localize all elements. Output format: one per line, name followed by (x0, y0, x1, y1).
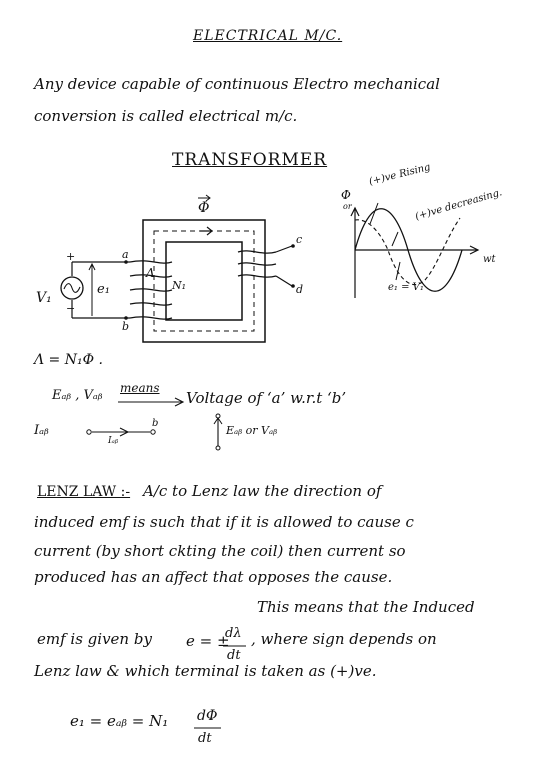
source-label: V₁ (36, 290, 52, 306)
terminal-a: a (122, 248, 129, 261)
flux-label: Φ (198, 200, 210, 216)
flux-path (154, 231, 254, 331)
winding-label: N₁ (172, 279, 187, 292)
lenz-line-1: A/c to Lenz law the direction of (143, 482, 382, 500)
lenz-line-6b: e = ± (186, 632, 230, 650)
lenz-line-3: current (by short ckting the coil) then current so (34, 542, 406, 560)
emf-label: e₁ (97, 282, 110, 297)
eab-or-vab-label: Eₐᵦ or Vₐᵦ (226, 424, 278, 437)
decreasing-annotation: (+)ve decreasing. (414, 187, 504, 223)
emf-equals-v-label: e₁ = V₁ (388, 282, 424, 293)
lenz-title: LENZ LAW :- (37, 484, 131, 500)
lenz-line-6c: , where sign depends on (251, 630, 437, 648)
definition-line-2: conversion is called electrical m/c. (34, 107, 298, 125)
terminal-c: c (296, 233, 303, 246)
lenz-frac-den: dt (227, 648, 241, 663)
means-label: means (120, 381, 160, 395)
wave-y-label-or: or (343, 202, 352, 211)
wave-x-label: wt (483, 254, 496, 265)
plus-sign: + (66, 250, 76, 263)
voltage-of-a-wrt-b: Voltage of ‘a’ w.r.t ‘b’ (186, 389, 347, 407)
secondary-coil (238, 251, 276, 277)
rising-annotation: (+)ve Rising (368, 161, 432, 188)
lenz-line-6a: emf is given by (37, 630, 152, 648)
iab-label: Iₐᵦ (34, 423, 49, 438)
lenz-line-5: This means that the Induced (257, 598, 475, 616)
lenz-line-2: induced emf is such that if it is allowed to cause c (34, 513, 414, 531)
transformer-core-outer (143, 220, 265, 342)
final-frac-den: dt (198, 731, 212, 746)
definition-line-1: Any device capable of continuous Electro mechanical (34, 75, 440, 93)
lambda-equation: Λ = N₁Φ . (34, 352, 103, 368)
terminal-b: b (122, 320, 130, 333)
minus-sign: − (66, 302, 76, 315)
lenz-frac-num: dλ (225, 626, 242, 641)
page-heading: ELECTRICAL M/C. (193, 28, 343, 44)
lambda-label: Λ (146, 266, 155, 280)
flux-arrow-icon (200, 227, 212, 235)
final-equation-lhs: e₁ = eₐᵦ = N₁ (70, 712, 169, 730)
lenz-line-4: produced has an affect that opposes the cause. (34, 568, 393, 586)
node-b-label: b (152, 418, 159, 429)
emf-wave (355, 218, 460, 285)
wave-y-label-phi: Φ (341, 188, 351, 202)
eab-vab-label: Eₐᵦ , Vₐᵦ (52, 388, 103, 403)
final-frac-num: dΦ (197, 708, 218, 724)
iab-small-label: Iₐᵦ (108, 436, 119, 446)
terminal-d: d (296, 283, 304, 296)
lenz-line-7: Lenz law & which terminal is taken as (+)ve. (34, 662, 377, 680)
section-title: TRANSFORMER (172, 150, 328, 170)
